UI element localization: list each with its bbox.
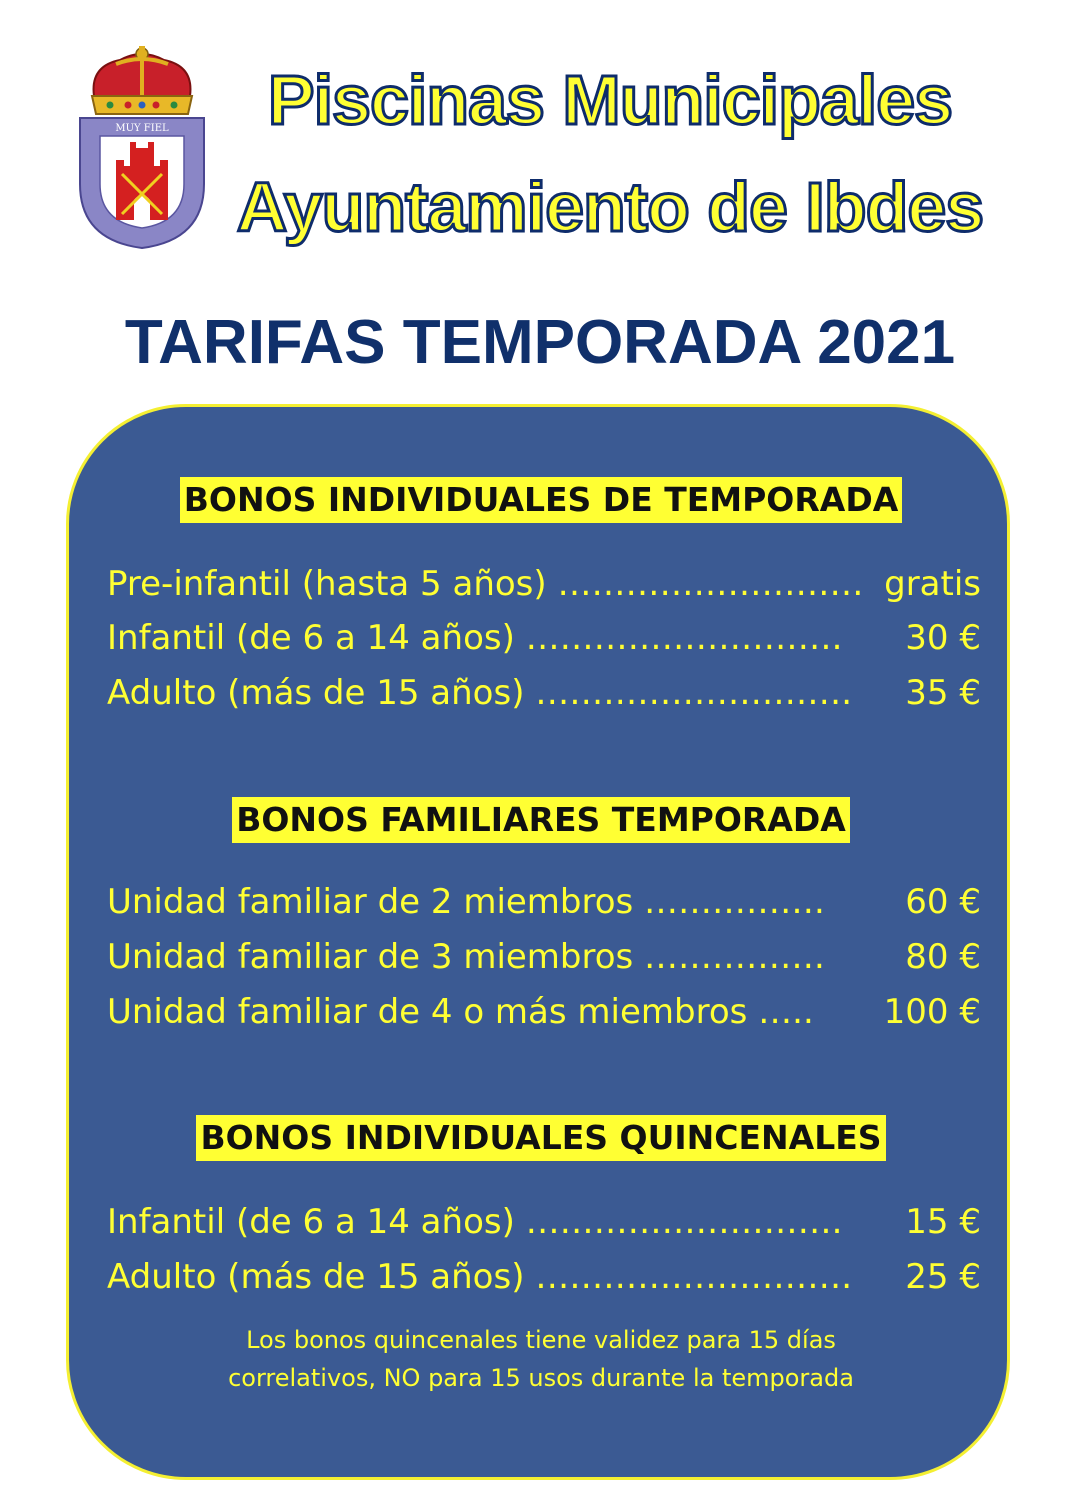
price-row-value: 15 € — [905, 1202, 981, 1242]
price-row-value: 25 € — [905, 1257, 981, 1297]
price-row — [107, 930, 981, 984]
crown-icon — [92, 46, 192, 114]
price-row-value: 100 € — [883, 992, 981, 1032]
price-row-value: 80 € — [905, 937, 981, 977]
price-row-label: Unidad familiar de 3 miembros ……………. — [107, 937, 825, 977]
price-row-value: 30 € — [905, 618, 981, 658]
price-row-label: Adulto (más de 15 años) ………………………. — [107, 1257, 853, 1297]
municipal-crest-logo — [72, 44, 212, 254]
svg-text:MUY FIEL: MUY FIEL — [115, 123, 169, 134]
price-row-value: 35 € — [905, 673, 981, 713]
section-heading-family-season — [69, 797, 1013, 843]
price-row-value: gratis — [884, 564, 981, 604]
section-heading-individual-season — [69, 477, 1013, 523]
title-line-1: Piscinas Municipales — [267, 61, 953, 139]
price-row — [107, 611, 981, 665]
price-row-value: 60 € — [905, 882, 981, 922]
section-heading-text: BONOS FAMILIARES TEMPORADA — [232, 797, 850, 843]
prices-panel — [66, 404, 1010, 1480]
page-subtitle: TARIFAS TEMPORADA 2021 — [124, 308, 956, 377]
price-row-label: Unidad familiar de 4 o más miembros ….. — [107, 992, 814, 1032]
price-row — [107, 1250, 981, 1304]
price-row-label: Pre-infantil (hasta 5 años) ……………………… — [107, 564, 864, 604]
fortnight-note-line-2: correlativos, NO para 15 usos durante la temporada — [228, 1364, 854, 1392]
title-line-2: Ayuntamiento de Ibdes — [236, 168, 984, 246]
price-row-label: Adulto (más de 15 años) ………………………. — [107, 673, 853, 713]
price-row-label: Infantil (de 6 a 14 años) ………………………. — [107, 1202, 843, 1242]
price-row — [107, 985, 981, 1039]
section-heading-text: BONOS INDIVIDUALES DE TEMPORADA — [180, 477, 903, 523]
price-row — [107, 557, 981, 611]
price-row — [107, 875, 981, 929]
price-row — [107, 666, 981, 720]
price-row-label: Unidad familiar de 2 miembros ……………. — [107, 882, 825, 922]
section-heading-individual-fortnight — [69, 1115, 1013, 1161]
price-row-label: Infantil (de 6 a 14 años) ………………………. — [107, 618, 843, 658]
price-row — [107, 1195, 981, 1249]
section-heading-text: BONOS INDIVIDUALES QUINCENALES — [196, 1115, 885, 1161]
fortnight-note-line-1: Los bonos quincenales tiene validez para 15 días — [246, 1326, 836, 1354]
